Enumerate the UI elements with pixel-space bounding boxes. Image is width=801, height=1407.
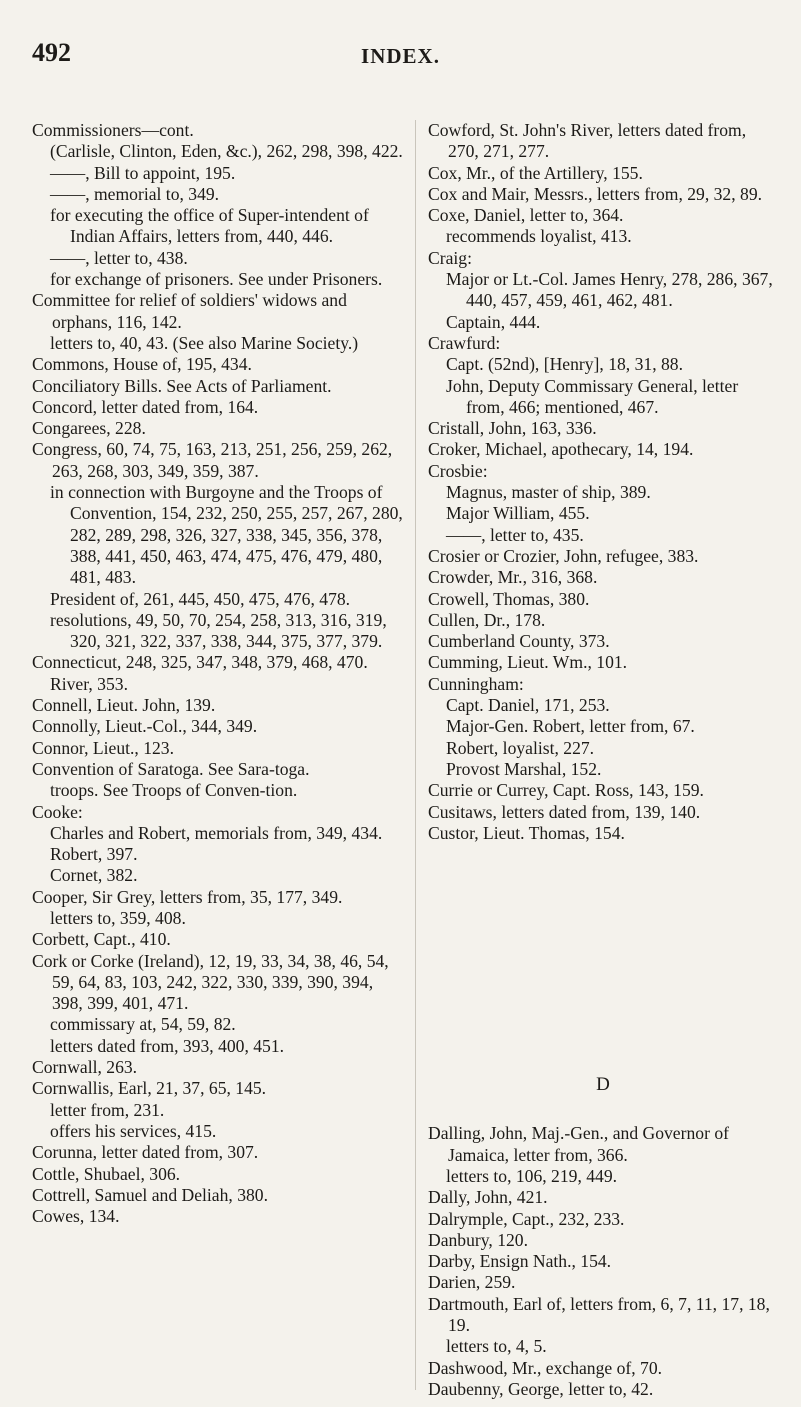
left-column bbox=[32, 120, 407, 1227]
index-subentry: Magnus, master of ship, 389. bbox=[446, 482, 651, 503]
index-subentry: for executing the office of Super-intendent of Indian Affairs, letters from, 440, 446. bbox=[50, 205, 369, 247]
index-entry: Cork or Corke (Ireland), 12, 19, 33, 34, 38, 46, 54, 59, 64, 83, 103, 242, 322, 330, 339, 390, 394, 398, 399, 401, 471. bbox=[32, 950, 389, 1014]
index-entry: Currie or Currey, Capt. Ross, 143, 159. bbox=[428, 780, 704, 801]
index-entry: Cottrell, Samuel and Deliah, 380. bbox=[32, 1184, 269, 1205]
index-entry: Concord, letter dated from, 164. bbox=[32, 396, 259, 417]
index-subentry: troops. See Troops of Conven-tion. bbox=[50, 780, 298, 801]
index-subentry: Charles and Robert, memorials from, 349, 434. bbox=[50, 822, 383, 843]
index-subentry: Cornet, 382. bbox=[50, 865, 138, 886]
index-subentry: River, 353. bbox=[50, 673, 128, 694]
index-subentry: for exchange of prisoners. See under Prisoners. bbox=[50, 269, 383, 290]
index-subentry: letters to, 359, 408. bbox=[50, 907, 186, 928]
index-entry: Cooke: bbox=[32, 801, 83, 822]
index-entry: Cox, Mr., of the Artillery, 155. bbox=[428, 162, 643, 183]
index-entry: Cottle, Shubael, 306. bbox=[32, 1163, 181, 1184]
index-subentry: letters to, 40, 43. (See also Marine Society.) bbox=[50, 332, 359, 353]
index-entry: Corunna, letter dated from, 307. bbox=[32, 1142, 259, 1163]
index-entry: Cox and Mair, Messrs., letters from, 29, 32, 89. bbox=[428, 183, 763, 204]
index-subentry: Robert, loyalist, 227. bbox=[446, 737, 595, 758]
index-entry: Congress, 60, 74, 75, 163, 213, 251, 256, 259, 262, 263, 268, 303, 349, 359, 387. bbox=[32, 439, 393, 481]
right-column bbox=[428, 120, 778, 1400]
index-subentry: Capt. Daniel, 171, 253. bbox=[446, 695, 610, 716]
index-subentry: letters dated from, 393, 400, 451. bbox=[50, 1035, 285, 1056]
index-entry: Dally, John, 421. bbox=[428, 1187, 548, 1208]
index-subentry: recommends loyalist, 413. bbox=[446, 226, 632, 247]
index-entry: Commons, House of, 195, 434. bbox=[32, 354, 252, 375]
index-subentry: ——, letter to, 435. bbox=[446, 524, 584, 545]
index-entry: Cornwallis, Earl, 21, 37, 65, 145. bbox=[32, 1078, 267, 1099]
index-entry: Connecticut, 248, 325, 347, 348, 379, 468, 470. bbox=[32, 652, 368, 673]
index-subentry: Provost Marshal, 152. bbox=[446, 758, 602, 779]
index-entry: Commissioners—cont. bbox=[32, 120, 194, 140]
index-entry: Cunningham: bbox=[428, 673, 524, 694]
index-entry: Croker, Michael, apothecary, 14, 194. bbox=[428, 439, 694, 460]
index-entry: Dalling, John, Maj.-Gen., and Governor of Jamaica, letter from, 366. bbox=[428, 1123, 729, 1165]
index-entry: Congarees, 228. bbox=[32, 418, 146, 439]
index-subentry: Major or Lt.-Col. James Henry, 278, 286, 367, 440, 457, 459, 461, 462, 481. bbox=[446, 269, 773, 311]
index-subentry: ——, memorial to, 349. bbox=[50, 183, 220, 204]
index-entry: Cusitaws, letters dated from, 139, 140. bbox=[428, 801, 701, 822]
index-entry: Cornwall, 263. bbox=[32, 1057, 138, 1078]
index-entry: Connolly, Lieut.-Col., 344, 349. bbox=[32, 716, 258, 737]
index-entry: Connell, Lieut. John, 139. bbox=[32, 695, 216, 716]
index-entry: Dalrymple, Capt., 232, 233. bbox=[428, 1208, 625, 1229]
index-entry: Cristall, John, 163, 336. bbox=[428, 418, 597, 439]
index-entry: Cumberland County, 373. bbox=[428, 631, 610, 652]
index-subentry: letter from, 231. bbox=[50, 1099, 165, 1120]
index-subentry: Major William, 455. bbox=[446, 503, 590, 524]
index-entry: Crawfurd: bbox=[428, 332, 501, 353]
column-divider bbox=[415, 120, 416, 1390]
index-entry: Cooper, Sir Grey, letters from, 35, 177, 349. bbox=[32, 886, 343, 907]
page-number: 492 bbox=[32, 38, 71, 67]
index-entry: Cullen, Dr., 178. bbox=[428, 609, 546, 630]
index-entry: Dartmouth, Earl of, letters from, 6, 7, 11, 17, 18, 19. bbox=[428, 1293, 770, 1336]
index-entry: Crowder, Mr., 316, 368. bbox=[428, 567, 598, 588]
index-entry: Cumming, Lieut. Wm., 101. bbox=[428, 652, 628, 673]
index-subentry: letters to, 106, 219, 449. bbox=[446, 1165, 618, 1186]
index-subentry: (Carlisle, Clinton, Eden, &c.), 262, 298, 398, 422. bbox=[50, 141, 403, 162]
index-entry: Coxe, Daniel, letter to, 364. bbox=[428, 205, 624, 226]
index-entry: Crosbie: bbox=[428, 460, 488, 481]
index-subentry: ——, letter to, 438. bbox=[50, 247, 188, 268]
index-entry: Corbett, Capt., 410. bbox=[32, 929, 171, 950]
index-subentry: ——, Bill to appoint, 195. bbox=[50, 162, 236, 183]
index-entry: Crowell, Thomas, 380. bbox=[428, 588, 590, 609]
index-subentry: Capt. (52nd), [Henry], 18, 31, 88. bbox=[446, 354, 683, 375]
index-subentry: letters to, 4, 5. bbox=[446, 1336, 547, 1357]
index-entry: Connor, Lieut., 123. bbox=[32, 737, 174, 758]
index-subentry: Robert, 397. bbox=[50, 844, 138, 865]
index-entry: Daubenny, George, letter to, 42. bbox=[428, 1378, 654, 1399]
index-subentry: Major-Gen. Robert, letter from, 67. bbox=[446, 716, 695, 737]
index-subentry: offers his services, 415. bbox=[50, 1120, 217, 1141]
index-subentry: Captain, 444. bbox=[446, 311, 541, 332]
index-entry: Darien, 259. bbox=[428, 1272, 516, 1293]
index-subentry: in connection with Burgoyne and the Troops of Convention, 154, 232, 250, 255, 257, 267, 280, 282, 289, 298, 326, 327, 338, 345, 356, 378, 388, 441, 450, 463, 474, 475, 476, 479, 480, 481, 483. bbox=[50, 482, 403, 588]
index-subentry: John, Deputy Commissary General, letter from, 466; mentioned, 467. bbox=[446, 375, 739, 417]
index-subentry: commissary at, 54, 59, 82. bbox=[50, 1014, 236, 1035]
index-entry: Crosier or Crozier, John, refugee, 383. bbox=[428, 545, 699, 566]
index-entry: Cowes, 134. bbox=[32, 1206, 120, 1227]
index-entry: Danbury, 120. bbox=[428, 1229, 529, 1250]
index-entry: Convention of Saratoga. See Sara-toga. bbox=[32, 758, 310, 779]
index-entry: Conciliatory Bills. See Acts of Parliament. bbox=[32, 375, 332, 396]
index-entry: Darby, Ensign Nath., 154. bbox=[428, 1251, 612, 1272]
index-entry: Craig: bbox=[428, 247, 472, 268]
index-entry: Committee for relief of soldiers' widows and orphans, 116, 142. bbox=[32, 290, 347, 332]
index-subentry: President of, 261, 445, 450, 475, 476, 478. bbox=[50, 588, 351, 609]
section-heading-d: D bbox=[596, 1074, 610, 1096]
running-head: INDEX. bbox=[361, 44, 440, 68]
index-entry: Custor, Lieut. Thomas, 154. bbox=[428, 822, 625, 843]
index-subentry: resolutions, 49, 50, 70, 254, 258, 313, 316, 319, 320, 321, 322, 337, 338, 344, 375, 377, 379. bbox=[50, 609, 387, 652]
index-entry: Cowford, St. John's River, letters dated from, 270, 271, 277. bbox=[428, 120, 747, 162]
index-entry: Dashwood, Mr., exchange of, 70. bbox=[428, 1357, 663, 1378]
